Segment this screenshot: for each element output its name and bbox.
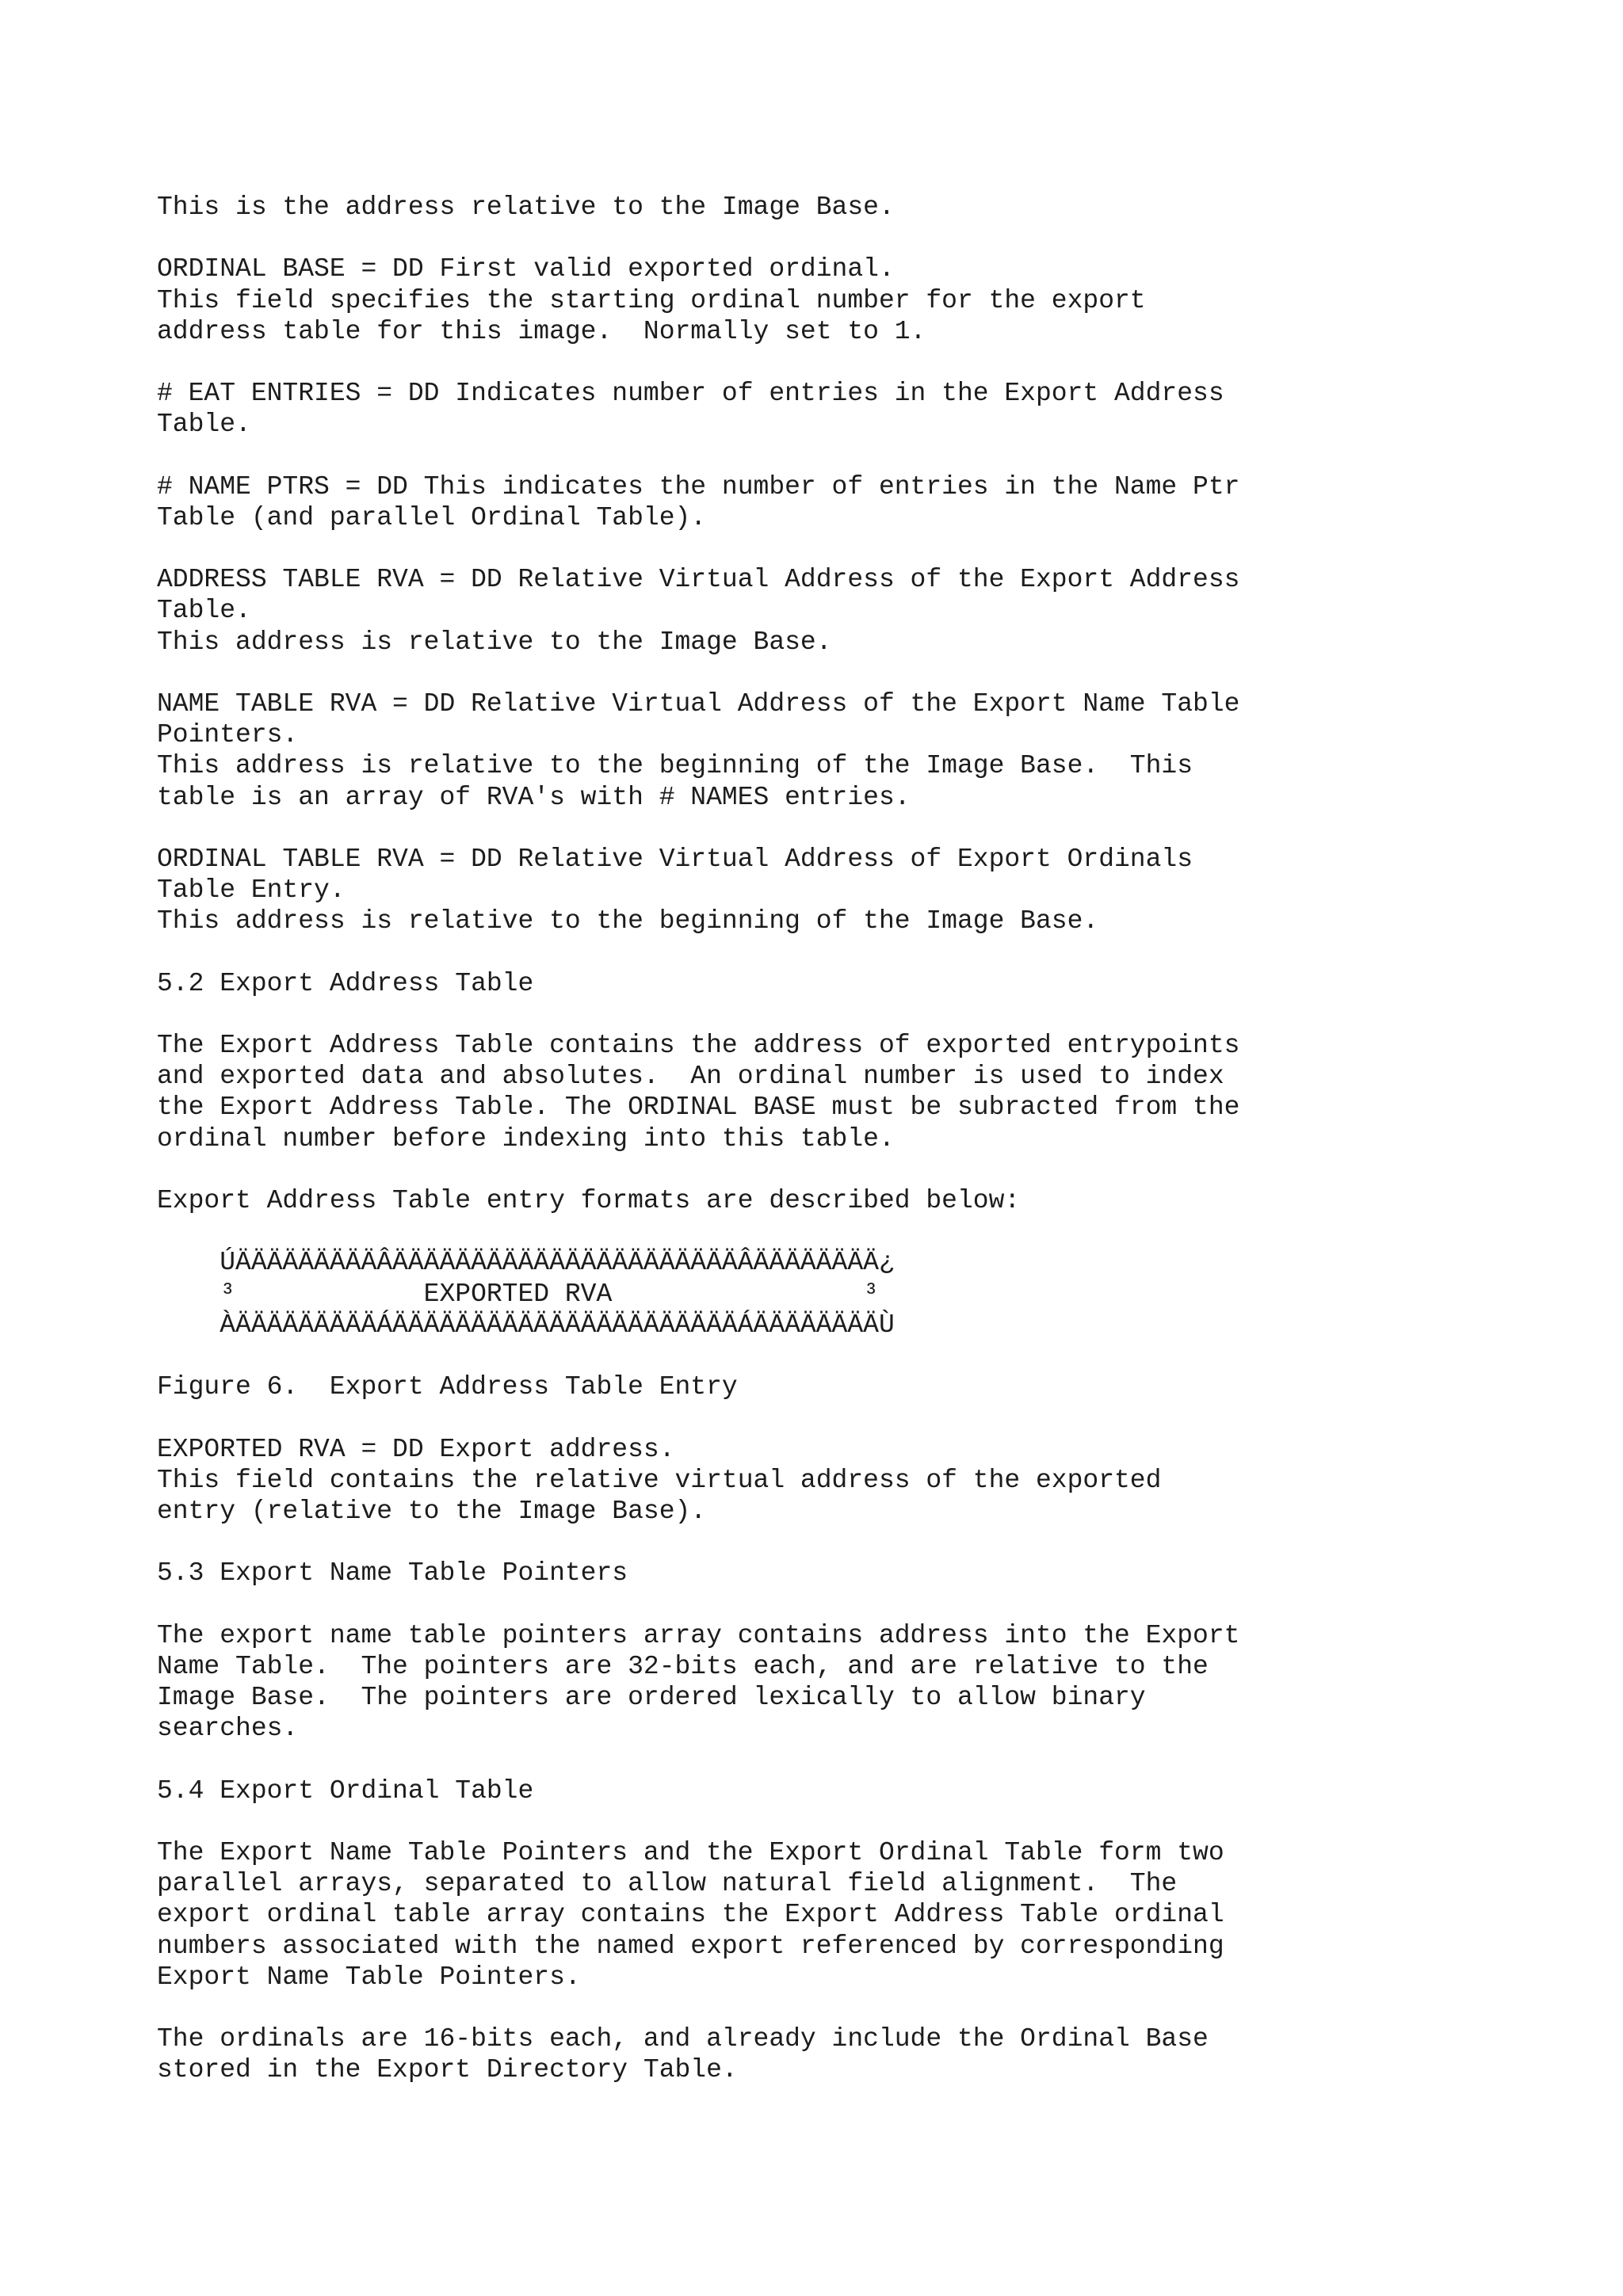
paragraph-gap <box>157 1527 1583 1558</box>
eat-description <box>157 1030 1583 1154</box>
paragraph-line: and exported data and absolutes. An ordinal number is used to index <box>157 1062 1224 1092</box>
paragraph-line: the Export Address Table. The ORDINAL BASE must be subracted from the <box>157 1093 1240 1123</box>
ordinals-size-note <box>157 2023 1583 2085</box>
document-page <box>157 192 1583 2085</box>
paragraph-gap <box>157 347 1583 378</box>
paragraph-line: ordinal number before indexing into this table. <box>157 1123 895 1154</box>
paragraph-line: Export Address Table entry formats are described below: <box>157 1186 1021 1215</box>
figure-6-caption <box>157 1371 1583 1402</box>
paragraph-line: This address is relative to the Image Base. <box>157 627 832 657</box>
paragraph-gap <box>157 937 1583 968</box>
paragraph-gap <box>157 813 1583 844</box>
paragraph-line: Table Entry. <box>157 875 346 906</box>
paragraph-line: The Export Name Table Pointers and the Export Ordinal Table form two <box>157 1837 1224 1867</box>
name-table-pointers-description <box>157 1620 1583 1745</box>
paragraph-line: This address is relative to the beginning of the Image Base. <box>157 906 1099 936</box>
paragraph-gap <box>157 1589 1583 1619</box>
paragraph-gap <box>157 658 1583 688</box>
section-5-3-heading <box>157 1558 1583 1589</box>
paragraph-gap <box>157 999 1583 1030</box>
paragraph-line: The ordinals are 16-bits each, and already include the Ordinal Base <box>157 2024 1209 2054</box>
heading-line: 5.2 Export Address Table <box>157 968 534 998</box>
paragraph-line: table is an array of RVA's with # NAMES entries. <box>157 782 911 812</box>
paragraph-line: searches. <box>157 1714 299 1744</box>
rva-note <box>157 192 1583 223</box>
ordinal-table-rva <box>157 844 1583 937</box>
figure-line: ³ EXPORTED RVA ³ <box>157 1279 879 1309</box>
address-table-rva <box>157 564 1583 658</box>
paragraph-line: This address is relative to the beginning of the Image Base. This <box>157 751 1193 781</box>
paragraph-line: NAME TABLE RVA = DD Relative Virtual Address of the Export Name Table <box>157 689 1240 719</box>
section-5-4-heading <box>157 1775 1583 1806</box>
paragraph-line: export ordinal table array contains the Export Address Table ordinal <box>157 1900 1224 1930</box>
eat-entries <box>157 378 1583 440</box>
paragraph-line: EXPORTED RVA = DD Export address. <box>157 1434 675 1464</box>
paragraph-line: # NAME PTRS = DD This indicates the number of entries in the Name Ptr <box>157 471 1240 502</box>
paragraph-line: Export Name Table Pointers. <box>157 1962 581 1992</box>
paragraph-line: This is the address relative to the Image Base. <box>157 193 895 222</box>
paragraph-line: Table (and parallel Ordinal Table). <box>157 502 707 532</box>
paragraph-gap <box>157 1993 1583 2023</box>
section-5-2-heading <box>157 968 1583 999</box>
exported-rva <box>157 1434 1583 1527</box>
figure-line: ÀÄÄÄÄÄÄÄÄÄÁÄÄÄÄÄÄÄÄÄÄÄÄÄÄÄÄÄÄÄÄÄÄÁÄÄÄÄÄÄÄÄÙ <box>157 1310 895 1340</box>
figure-line: ÚÄÄÄÄÄÄÄÄÄÂÄÄÄÄÄÄÄÄÄÄÄÄÄÄÄÄÄÄÄÄÄÄÂÄÄÄÄÄÄÄÄ¿ <box>157 1248 895 1278</box>
paragraph-line: Pointers. <box>157 720 299 750</box>
paragraph-line: # EAT ENTRIES = DD Indicates number of entries in the Export Address <box>157 379 1224 409</box>
eat-entry-diagram <box>157 1247 1583 1341</box>
paragraph-line: The export name table pointers array contains address into the Export <box>157 1620 1240 1650</box>
heading-line: 5.4 Export Ordinal Table <box>157 1775 534 1806</box>
paragraph-gap <box>157 1216 1583 1247</box>
paragraph-line: Table. <box>157 410 251 440</box>
paragraph-gap <box>157 1154 1583 1185</box>
paragraph-line: ORDINAL BASE = DD First valid exported ordinal. <box>157 254 895 284</box>
name-ptrs <box>157 471 1583 533</box>
name-table-rva <box>157 688 1583 813</box>
paragraph-line: stored in the Export Directory Table. <box>157 2055 738 2085</box>
paragraph-line: The Export Address Table contains the address of exported entrypoints <box>157 1031 1240 1061</box>
paragraph-line: ORDINAL TABLE RVA = DD Relative Virtual Address of Export Ordinals <box>157 844 1193 874</box>
paragraph-line: numbers associated with the named export referenced by corresponding <box>157 1931 1224 1961</box>
paragraph-line: Table. <box>157 596 251 626</box>
paragraph-line: entry (relative to the Image Base). <box>157 1496 707 1526</box>
paragraph-gap <box>157 1806 1583 1837</box>
paragraph-line: This field specifies the starting ordinal number for the export <box>157 285 1146 315</box>
eat-formats-intro <box>157 1185 1583 1216</box>
paragraph-line: This field contains the relative virtual address of the exported <box>157 1465 1162 1495</box>
heading-line: 5.3 Export Name Table Pointers <box>157 1558 628 1589</box>
paragraph-gap <box>157 223 1583 254</box>
paragraph-line: Name Table. The pointers are 32-bits each, and are relative to the <box>157 1651 1209 1681</box>
paragraph-gap <box>157 1341 1583 1371</box>
paragraph-line: Image Base. The pointers are ordered lexically to allow binary <box>157 1683 1146 1712</box>
caption-line: Figure 6. Export Address Table Entry <box>157 1372 738 1402</box>
paragraph-gap <box>157 533 1583 564</box>
ordinal-base <box>157 254 1583 347</box>
ordinal-table-description <box>157 1837 1583 1993</box>
paragraph-line: parallel arrays, separated to allow natural field alignment. The <box>157 1869 1178 1899</box>
paragraph-line: ADDRESS TABLE RVA = DD Relative Virtual Address of the Export Address <box>157 565 1240 595</box>
paragraph-gap <box>157 441 1583 471</box>
paragraph-gap <box>157 1744 1583 1775</box>
paragraph-line: address table for this image. Normally set to 1. <box>157 316 926 346</box>
paragraph-gap <box>157 1402 1583 1433</box>
